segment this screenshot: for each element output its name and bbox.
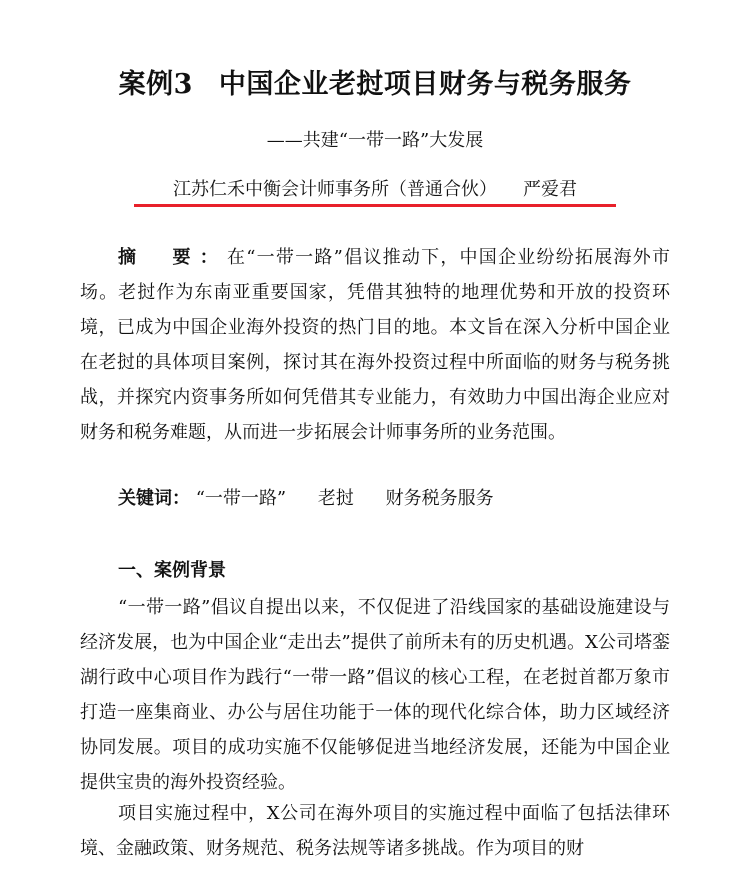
keyword-item: 老挝	[317, 488, 354, 509]
author-underline	[134, 204, 616, 207]
keyword-item: 财务税务服务	[385, 488, 494, 509]
keywords-line	[118, 484, 494, 510]
abstract-paragraph	[80, 240, 670, 450]
body-paragraph: “一带一路”倡议自提出以来，不仅促进了沿线国家的基础设施建设与经济发展，也为中国企业“走出去”提供了前所未有的历史机遇。X公司塔銮湖行政中心项目作为践行“一带一路”倡议的核心工程，在老挝首都万象市打造一座集商业、办公与居住功能于一体的现代化综合体，助力区域经济协同发展。项目的成功实施不仅能够促进当地经济发展，还能为中国企业提供宝贵的海外投资经验。	[80, 597, 670, 793]
body-paragraph: 项目实施过程中，X公司在海外项目的实施过程中面临了包括法律环境、金融政策、财务规范、税务法规等诸多挑战。作为项目的财	[80, 803, 670, 859]
title-text: 中国企业老挝项目财务与税务服务	[218, 69, 632, 100]
case-number: 案例3	[118, 69, 193, 100]
author-name: 严爱君	[523, 179, 577, 200]
section-heading: 一、案例背景	[118, 560, 226, 581]
document-title	[0, 62, 750, 101]
document-subtitle: ——共建“一带一路”大发展	[266, 130, 484, 151]
abstract-label: 摘 要：	[118, 247, 227, 268]
keyword-item: “一带一路”	[195, 488, 287, 509]
author-organization: 江苏仁禾中衡会计师事务所（普通合伙）	[173, 179, 497, 200]
author-line	[0, 175, 750, 201]
abstract-text: 在“一带一路”倡议推动下，中国企业纷纷拓展海外市场。老挝作为东南亚重要国家，凭借其独特的地理优势和开放的投资环境，已成为中国企业海外投资的热门目的地。本文旨在深入分析中国企业在老挝的具体项目案例，探讨其在海外投资过程中所面临的财务与税务挑战，并探究内资事务所如何凭借其专业能力，有效助力中国出海企业应对财务和税务难题，从而进一步拓展会计师事务所的业务范围。	[80, 247, 671, 443]
keywords-label: 关键词：	[118, 488, 190, 509]
